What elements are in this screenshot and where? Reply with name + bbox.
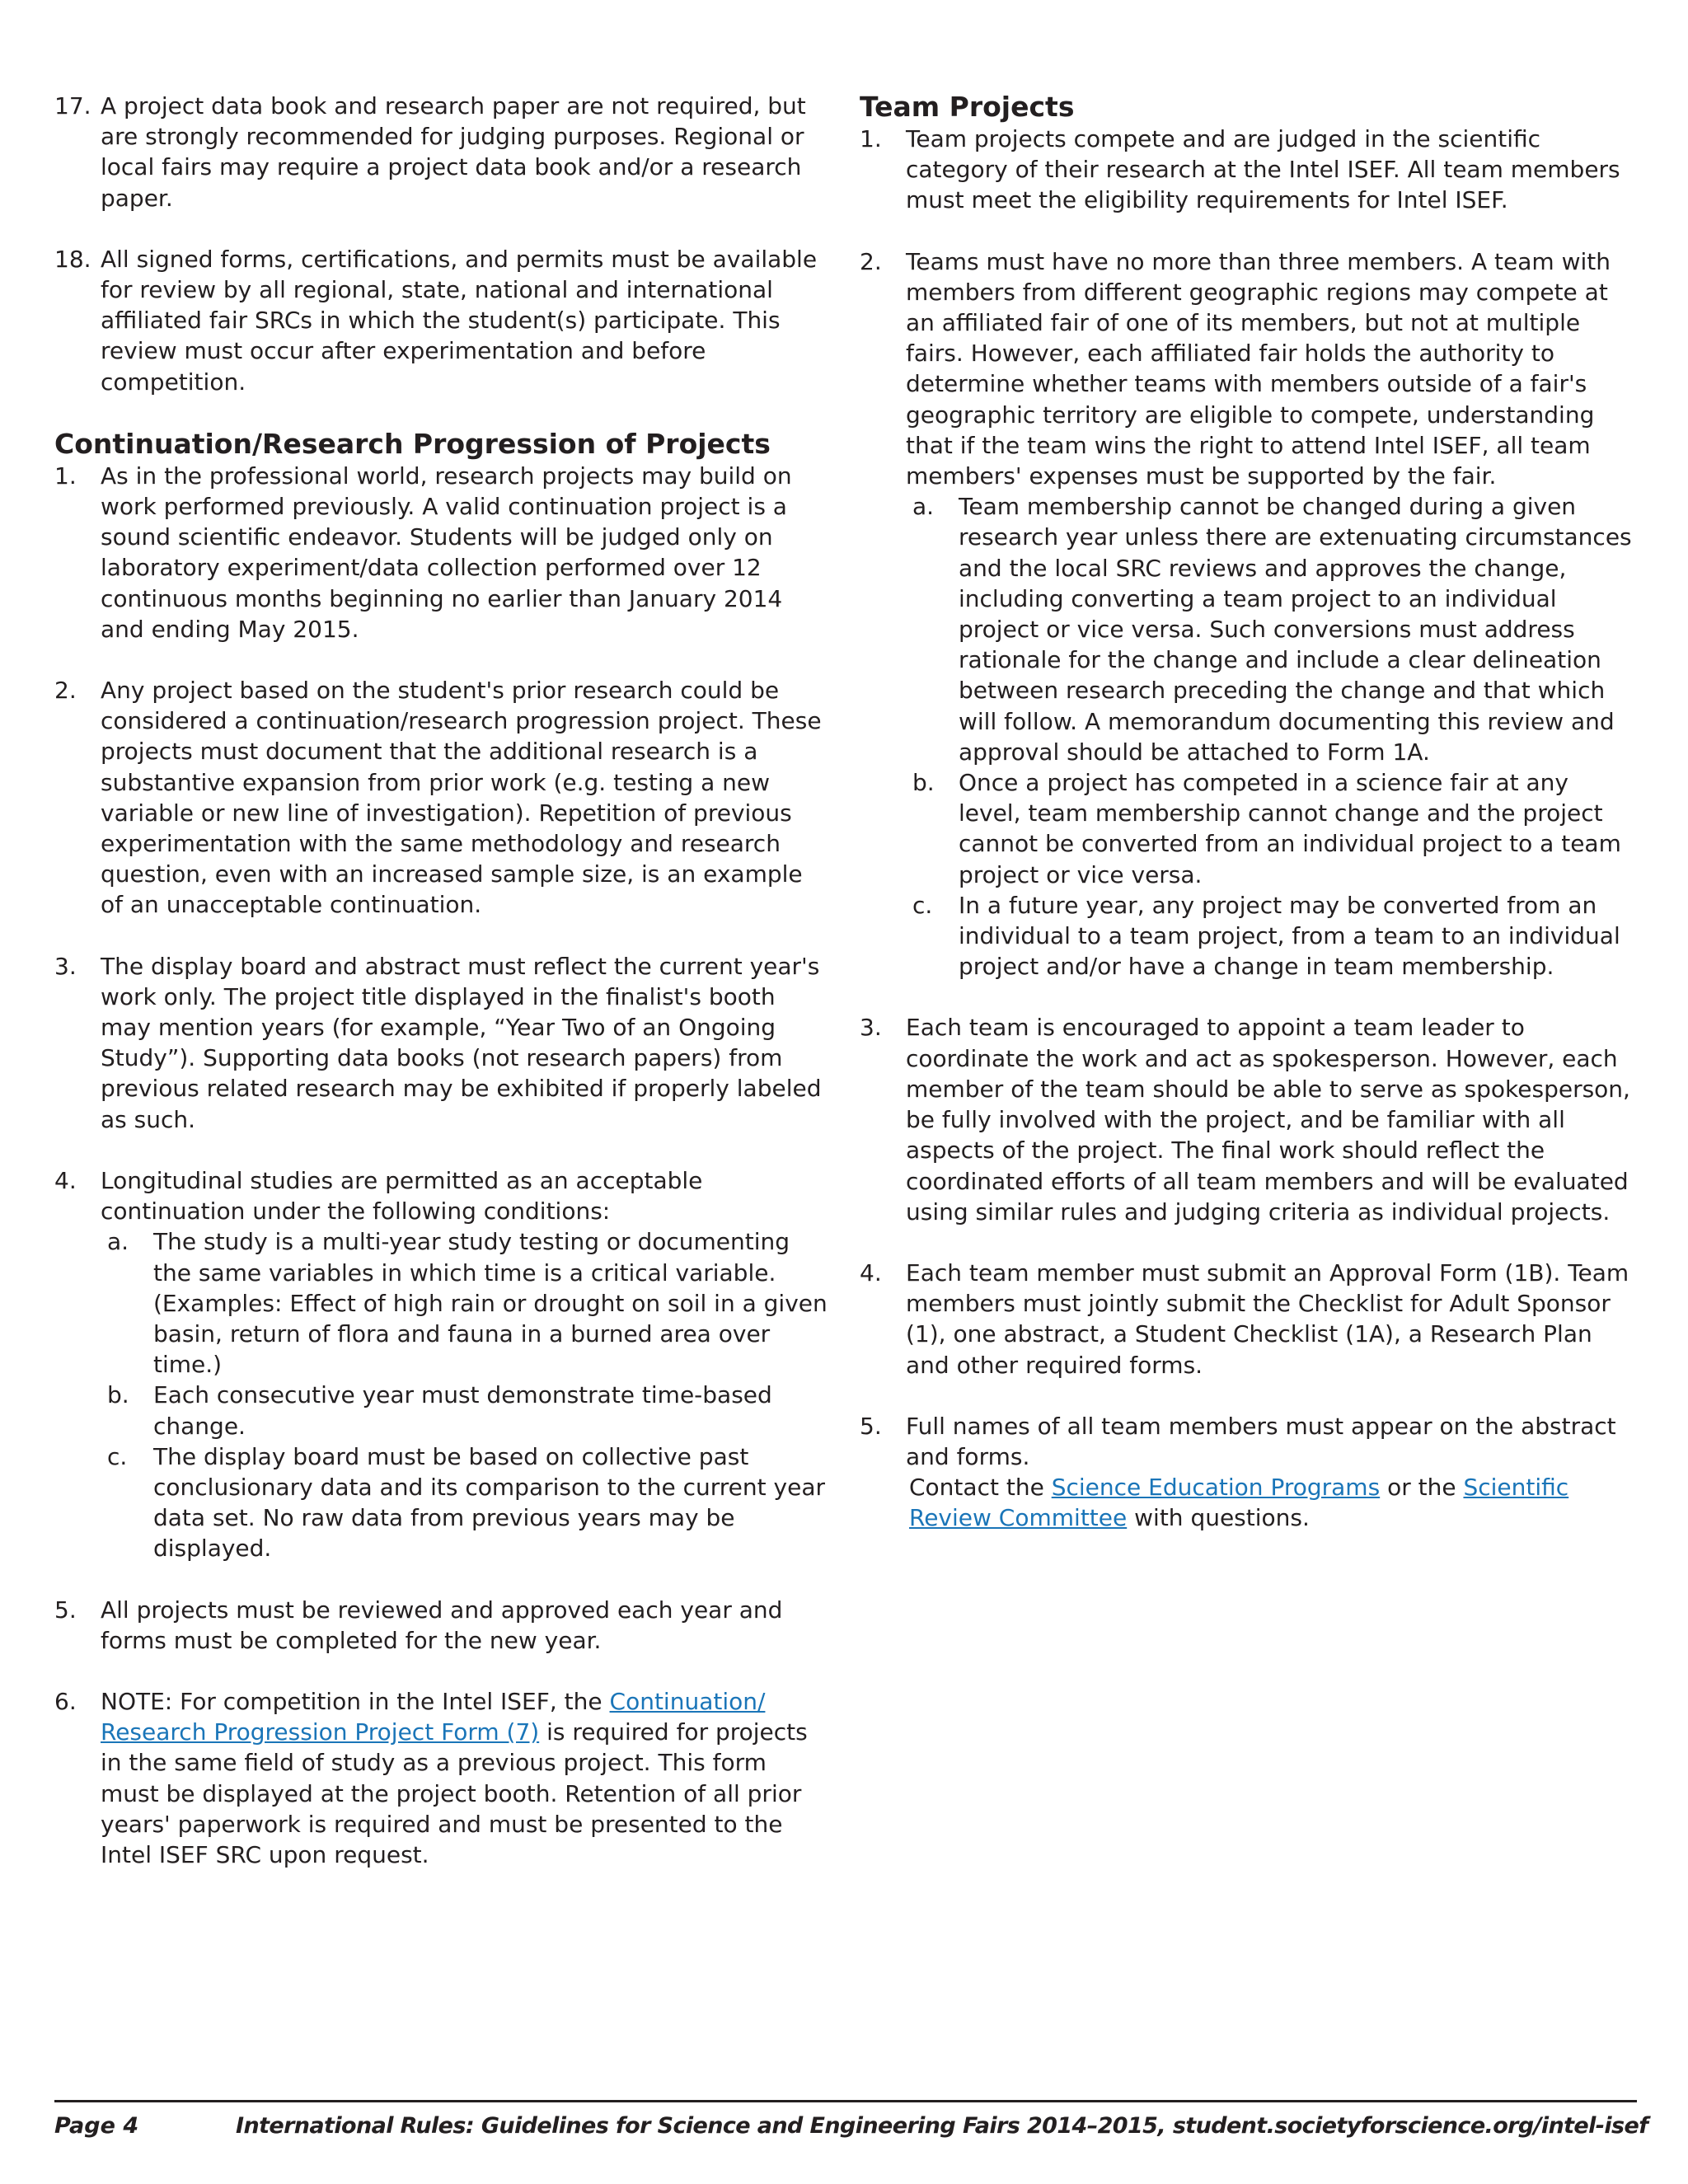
list-item-text: As in the professional world, research projects may build on work performed previously. A valid continuation project is a sound scientific endeavor. Students will be judged only on laboratory experiment/data collection performed over 12 continuous months beginning no earlier than January 2014 and ending May 2015. xyxy=(101,462,792,643)
list-item: 5. Full names of all team members must appear on the abstract and forms. Contact the Science Education Programs or the Scientific Review Committee with questions. xyxy=(860,1411,1634,1534)
list-item: 2. Teams must have no more than three members. A team with members from different geographic regions may compete at an affiliated fair of one of its members, but not at multiple fairs. However, each affiliated fair holds the authority to determine whether teams with members outside of a fair's geographic territory are eligible to compete, understanding that if the team wins the right to attend Intel ISEF, all team members' expenses must be supported by the fair. a. Team membership cannot be changed during a given research year unless there are extenuating circumstances and the local SRC reviews and approves the change, including converting a team project to an individual project or vice versa. Such conversions must address rationale for the change and include a clear delineation between research preceding the change and that which will follow. A memorandum documenting this review and approval should be attached to Form 1A. b. Once a project has competed in a science fair at any level, team membership cannot change and the project cannot be converted from an individual project to a team project or vice versa. c. In a future year, any project may be converted from an individual to a team project, from a team to an individual project and/or have a change in team membership. xyxy=(860,246,1634,982)
footer-title: International Rules: Guidelines for Science and Engineering Fairs 2014–2015, student.societyforscience.org/intel-isef xyxy=(236,2113,1648,2139)
sub-list-item: c. In a future year, any project may be converted from an individual to a team project, from a team to an individual project and/or have a change in team membership. xyxy=(912,891,1620,981)
list-item: 3. Each team is encouraged to appoint a team leader to coordinate the work and act as spokesperson. However, each member of the team should be able to serve as spokesperson, be fully involved with the project, and be familiar with all aspects of the project. The final work should reflect the coordinated efforts of all team members and will be evaluated using similar rules and judging criteria as individual projects. xyxy=(860,1014,1630,1226)
continuation-list xyxy=(54,461,829,1870)
page-number: Page 4 xyxy=(54,2113,139,2139)
sub-list-item-text: Team membership cannot be changed during a given research year unless there are extenuating circumstances and the local SRC reviews and approves the change, including converting a team project to an individual project or vice versa. Such conversions must address rationale for the change and include a clear delineation between research preceding the change and that which will follow. A memorandum documenting this review and approval should be attached to Form 1A. xyxy=(959,493,1632,766)
list-item-text: Team projects compete and are judged in the scientific category of their research at the Intel ISEF. All team members must meet the eligibility requirements for Intel ISEF. xyxy=(906,125,1620,214)
list-item: 18. All signed forms, certifications, and permits must be available for review by all regional, state, national and international affiliated fair SRCs in which the student(s) participate. This review must occur after experimentation and before competition. xyxy=(54,245,818,396)
section-heading-team-projects: Team Projects xyxy=(860,91,1075,123)
section-heading-continuation: Continuation/Research Progression of Projects xyxy=(54,427,771,460)
sub-list-item: b. Once a project has competed in a science fair at any level, team membership cannot change and the project cannot be converted from an individual project to a team project or vice versa. xyxy=(912,769,1621,888)
list-item-text: All signed forms, certifications, and permits must be available for review by all regional, state, national and international affiliated fair SRCs in which the student(s) participate. This review must occur after experimentation and before competition. xyxy=(101,245,818,396)
list-item-text: Any project based on the student's prior research could be considered a continuation/research progression project. These projects must document that the additional research is a substantive expansion from prior work (e.g. testing a new variable or new line of investigation). Repetition of previous experimentation with the same methodology and research question, even with an increased sample size, is an example of an unacceptable continuation. xyxy=(101,677,822,919)
sub-list-item-text: The display board must be based on collective past conclusionary data and its comparison to the current year data set. No raw data from previous years may be displayed. xyxy=(153,1442,825,1563)
sub-list xyxy=(906,491,1634,982)
list-item-text: Teams must have no more than three members. A team with members from different geographic regions may compete at an affiliated fair of one of its members, but not at multiple fairs. However, each affiliated fair holds the authority to determine whether teams with members outside of a fair's geographic territory are eligible to compete, understanding that if the team wins the right to attend Intel ISEF, all team members' expenses must be supported by the fair. xyxy=(906,247,1611,490)
list-item-text: NOTE: For competition in the Intel ISEF, the Continuation/ Research Progression Project Form (7) is required for projects in the same field of study as a previous project. This form must be displayed at the project booth. Retention of all prior years' paperwork is required and must be presented to the Intel ISEF SRC upon request. xyxy=(101,1687,808,1868)
list-item: 1. As in the professional world, research projects may build on work performed previously. A valid continuation project is a sound scientific endeavor. Students will be judged only on laboratory experiment/data collection performed over 12 continuous months beginning no earlier than January 2014 and ending May 2015. xyxy=(54,462,792,643)
science-education-programs-link[interactable]: Science Education Programs xyxy=(1051,1474,1381,1502)
sub-list-item-text: The study is a multi-year study testing or documenting the same variables in which time is a critical variable. (Examples: Effect of high rain or drought on soil in a given basin, return of flora and fauna in a burned area over time.) xyxy=(153,1228,828,1379)
rules-list-continued xyxy=(54,91,829,397)
list-item: 2. Any project based on the student's prior research could be considered a continuation/research progression project. These projects must document that the additional research is a substantive expansion from prior work (e.g. testing a new variable or new line of investigation). Repetition of previous experimentation with the same methodology and research question, even with an increased sample size, is an example of an unacceptable continuation. xyxy=(54,677,822,919)
scientific-review-committee-link[interactable]: Scientific Review Committee xyxy=(909,1474,1569,1532)
team-projects-list xyxy=(860,124,1634,1534)
sub-list-item: a. Team membership cannot be changed during a given research year unless there are extenuating circumstances and the local SRC reviews and approves the change, including converting a team project to an individual project or vice versa. Such conversions must address rationale for the change and include a clear delineation between research preceding the change and that which will follow. A memorandum documenting this review and approval should be attached to Form 1A. xyxy=(912,493,1632,766)
sub-list-item-text: Each consecutive year must demonstrate time-based change. xyxy=(153,1381,772,1440)
list-item: 17. A project data book and research paper are not required, but are strongly recommended for judging purposes. Regional or local fairs may require a project data book and/or a research paper. xyxy=(54,92,806,212)
list-item: 4. Each team member must submit an Approval Form (1B). Team members must jointly submit the Checklist for Adult Sponsor (1), one abstract, a Student Checklist (1A), a Research Plan and other required forms. xyxy=(860,1258,1629,1379)
contact-line: Contact the Science Education Programs or the Scientific Review Committee with questions. xyxy=(909,1474,1569,1532)
list-item: 3. The display board and abstract must reflect the current year's work only. The project title displayed in the finalist's booth may mention years (for example, “Year Two of an Ongoing Study”). Supporting data books (not research papers) from previous related research may be exhibited if properly labeled as such. xyxy=(54,952,822,1133)
list-item-text: Full names of all team members must appear on the abstract and forms. xyxy=(906,1412,1616,1470)
sub-list xyxy=(101,1226,829,1563)
list-item-text: Longitudinal studies are permitted as an acceptable continuation under the following conditions: xyxy=(101,1166,703,1226)
continuation-form-link[interactable]: Continuation/ Research Progression Project Form (7) xyxy=(101,1687,766,1746)
sub-list-item: b. Each consecutive year must demonstrate time-based change. xyxy=(107,1381,772,1440)
list-item-text: Each team is encouraged to appoint a team leader to coordinate the work and act as spokesperson. However, each member of the team should be able to serve as spokesperson, be fully involved with the project, and be familiar with all aspects of the project. The final work should reflect the coordinated efforts of all team members and will be evaluated using similar rules and judging criteria as individual projects. xyxy=(906,1014,1630,1226)
list-item: 6. NOTE: For competition in the Intel ISEF, the Continuation/ Research Progression Project Form (7) is required for projects in the same field of study as a previous project. This form must be displayed at the project booth. Retention of all prior years' paperwork is required and must be presented to the Intel ISEF SRC upon request. xyxy=(54,1687,808,1868)
list-item-text: The display board and abstract must reflect the current year's work only. The project title displayed in the finalist's booth may mention years (for example, “Year Two of an Ongoing Study”). Supporting data books (not research papers) from previous related research may be exhibited if properly labeled as such. xyxy=(101,952,822,1133)
list-item-text: A project data book and research paper are not required, but are strongly recommended for judging purposes. Regional or local fairs may require a project data book and/or a research paper. xyxy=(101,92,806,212)
sub-list-item: a. The study is a multi-year study testing or documenting the same variables in which time is a critical variable. (Examples: Effect of high rain or drought on soil in a given basin, return of flora and fauna in a burned area over time.) xyxy=(107,1228,828,1379)
right-column xyxy=(860,91,1634,1564)
sub-list-item: c. The display board must be based on collective past conclusionary data and its comparison to the current year data set. No raw data from previous years may be displayed. xyxy=(107,1442,825,1563)
list-item: 1. Team projects compete and are judged in the scientific category of their research at the Intel ISEF. All team members must meet the eligibility requirements for Intel ISEF. xyxy=(860,125,1620,214)
footer-divider xyxy=(54,2100,1637,2102)
sub-list-item-text: Once a project has competed in a science fair at any level, team membership cannot change and the project cannot be converted from an individual project to a team project or vice versa. xyxy=(959,769,1621,888)
list-item: 4. Longitudinal studies are permitted as an acceptable continuation under the following conditions: a. The study is a multi-year study testing or documenting the same variables in which time is a critical variable. (Examples: Effect of high rain or drought on soil in a given basin, return of flora and fauna in a burned area over time.) b. Each consecutive year must demonstrate time-based change. c. The display board must be based on collective past conclusionary data and its comparison to the current year data set. No raw data from previous years may be displayed. xyxy=(54,1165,829,1564)
sub-list-item-text: In a future year, any project may be converted from an individual to a team project, from a team to an individual project and/or have a change in team membership. xyxy=(959,891,1620,981)
list-item-text: Each team member must submit an Approval Form (1B). Team members must jointly submit the Checklist for Adult Sponsor (1), one abstract, a Student Checklist (1A), a Research Plan and other required forms. xyxy=(906,1258,1629,1379)
list-item-text: All projects must be reviewed and approved each year and forms must be completed for the new year. xyxy=(101,1596,783,1654)
left-column xyxy=(54,91,829,1900)
list-item: 5. All projects must be reviewed and approved each year and forms must be completed for the new year. xyxy=(54,1596,783,1654)
